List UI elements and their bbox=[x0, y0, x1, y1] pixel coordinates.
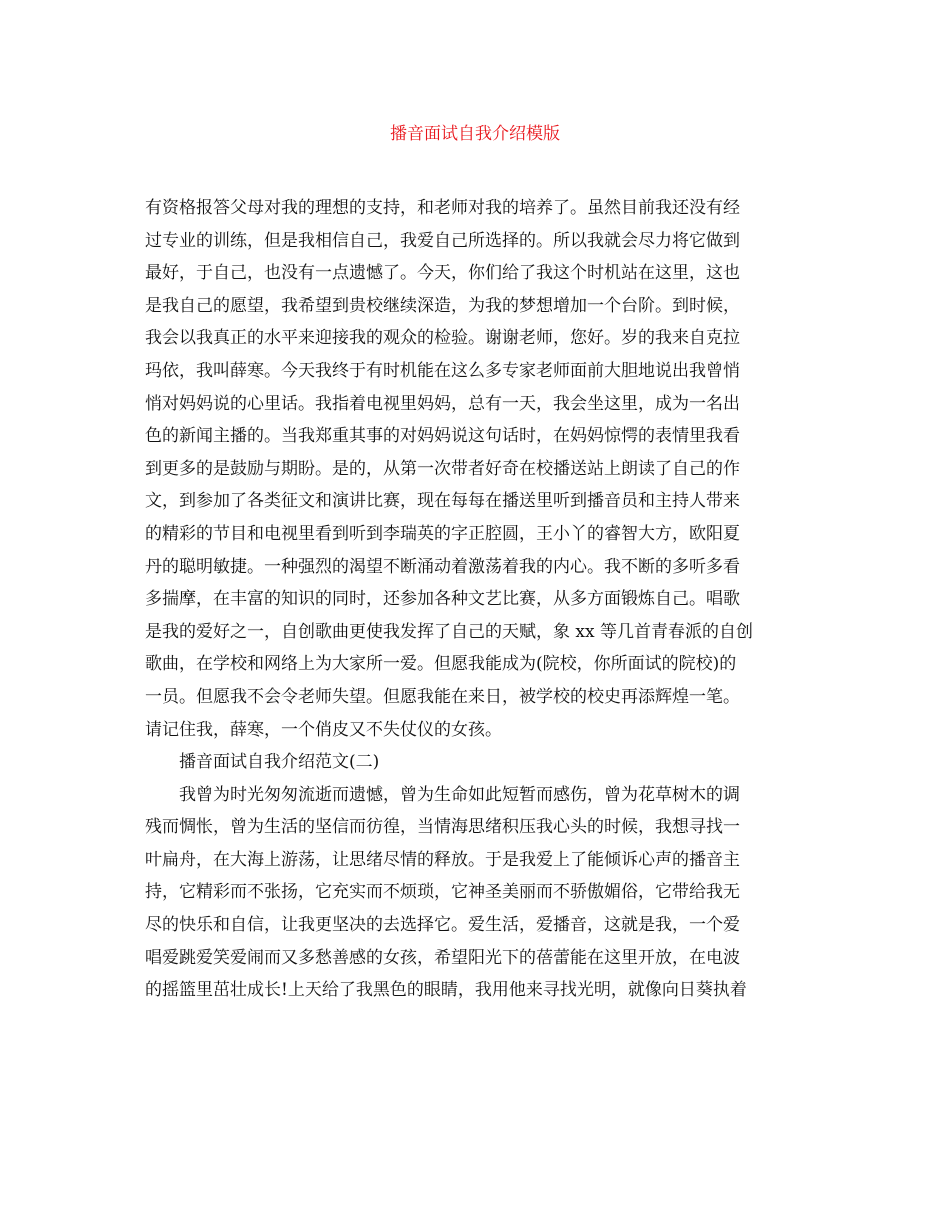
body-text-line: 多揣摩，在丰富的知识的同时，还参加各种文艺比赛，从多方面锻炼自己。唱歌 bbox=[145, 589, 740, 610]
body-text-line: 文，到参加了各类征文和演讲比赛，现在每每在播送里听到播音员和主持人带来 bbox=[145, 491, 740, 512]
body-text-line: 悄对妈妈说的心里话。我指着电视里妈妈，总有一天，我会坐这里，成为一名出 bbox=[145, 393, 740, 414]
body-text-line: 最好，于自己，也没有一点遗憾了。今天，你们给了我这个时机站在这里，这也 bbox=[145, 263, 740, 284]
body-text-line: 丹的聪明敏捷。一种强烈的渴望不断涌动着激荡着我的内心。我不断的多听多看 bbox=[145, 556, 740, 577]
document-body bbox=[145, 192, 815, 1007]
body-text-line: 有资格报答父母对我的理想的支持，和老师对我的培养了。虽然目前我还没有经 bbox=[145, 198, 740, 218]
body-text-line: 持，它精彩而不张扬，它充实而不烦琐，它神圣美丽而不骄傲媚俗，它带给我无 bbox=[145, 882, 740, 903]
body-text-line: 残而惆怅，曾为生活的坚信而彷徨，当情海思绪积压我心头的时候，我想寻找一 bbox=[145, 817, 740, 838]
body-text-line: 到更多的是鼓励与期盼。是的，从第一次带者好奇在校播送站上朗读了自己的作 bbox=[145, 458, 740, 479]
body-text-line: 是我的爱好之一，自创歌曲更使我发挥了自己的天赋，象 xx 等几首青春派的自创 bbox=[145, 621, 753, 642]
body-text-line: 我曾为时光匆匆流逝而遗憾，曾为生命如此短暂而感伤，曾为花草树木的调 bbox=[179, 784, 740, 805]
body-text-line: 的摇篮里茁壮成长!上天给了我黑色的眼睛，我用他来寻找光明，就像向日葵执着 bbox=[145, 980, 747, 1001]
document-title: 播音面试自我介绍模版 bbox=[390, 124, 560, 144]
body-text-line: 尽的快乐和自信，让我更坚决的去选择它。爱生活，爱播音，这就是我，一个爱 bbox=[145, 915, 740, 936]
body-text-line: 一员。但愿我不会令老师失望。但愿我能在来日，被学校的校史再添辉煌一笔。 bbox=[145, 686, 740, 707]
body-text-line: 我会以我真正的水平来迎接我的观众的检验。谢谢老师，您好。岁的我来自克拉 bbox=[145, 328, 740, 349]
body-text-line: 的精彩的节目和电视里看到听到李瑞英的字正腔圆，王小丫的睿智大方，欧阳夏 bbox=[145, 523, 740, 544]
body-text-line: 歌曲，在学校和网络上为大家所一爱。但愿我能成为(院校，你所面试的院校)的 bbox=[145, 654, 737, 675]
section-heading: 播音面试自我介绍范文(二) bbox=[179, 752, 380, 773]
body-text-line: 叶扁舟，在大海上游荡，让思绪尽情的释放。于是我爱上了能倾诉心声的播音主 bbox=[145, 849, 740, 870]
body-text-line: 是我自己的愿望，我希望到贵校继续深造，为我的梦想增加一个台阶。到时候， bbox=[145, 295, 740, 316]
body-text-line: 玛依，我叫薛寒。今天我终于有时机能在这么多专家老师面前大胆地说出我曾悄 bbox=[145, 360, 740, 381]
body-text-line: 请记住我，薛寒，一个俏皮又不失仗仪的女孩。 bbox=[145, 719, 502, 740]
body-text-line: 唱爱跳爱笑爱闹而又多愁善感的女孩，希望阳光下的蓓蕾能在这里开放，在电波 bbox=[145, 947, 740, 968]
body-text-line: 色的新闻主播的。当我郑重其事的对妈妈说这句话时，在妈妈惊愕的表情里我看 bbox=[145, 426, 740, 447]
body-text-line: 过专业的训练，但是我相信自己，我爱自己所选择的。所以我就会尽力将它做到 bbox=[145, 230, 740, 251]
